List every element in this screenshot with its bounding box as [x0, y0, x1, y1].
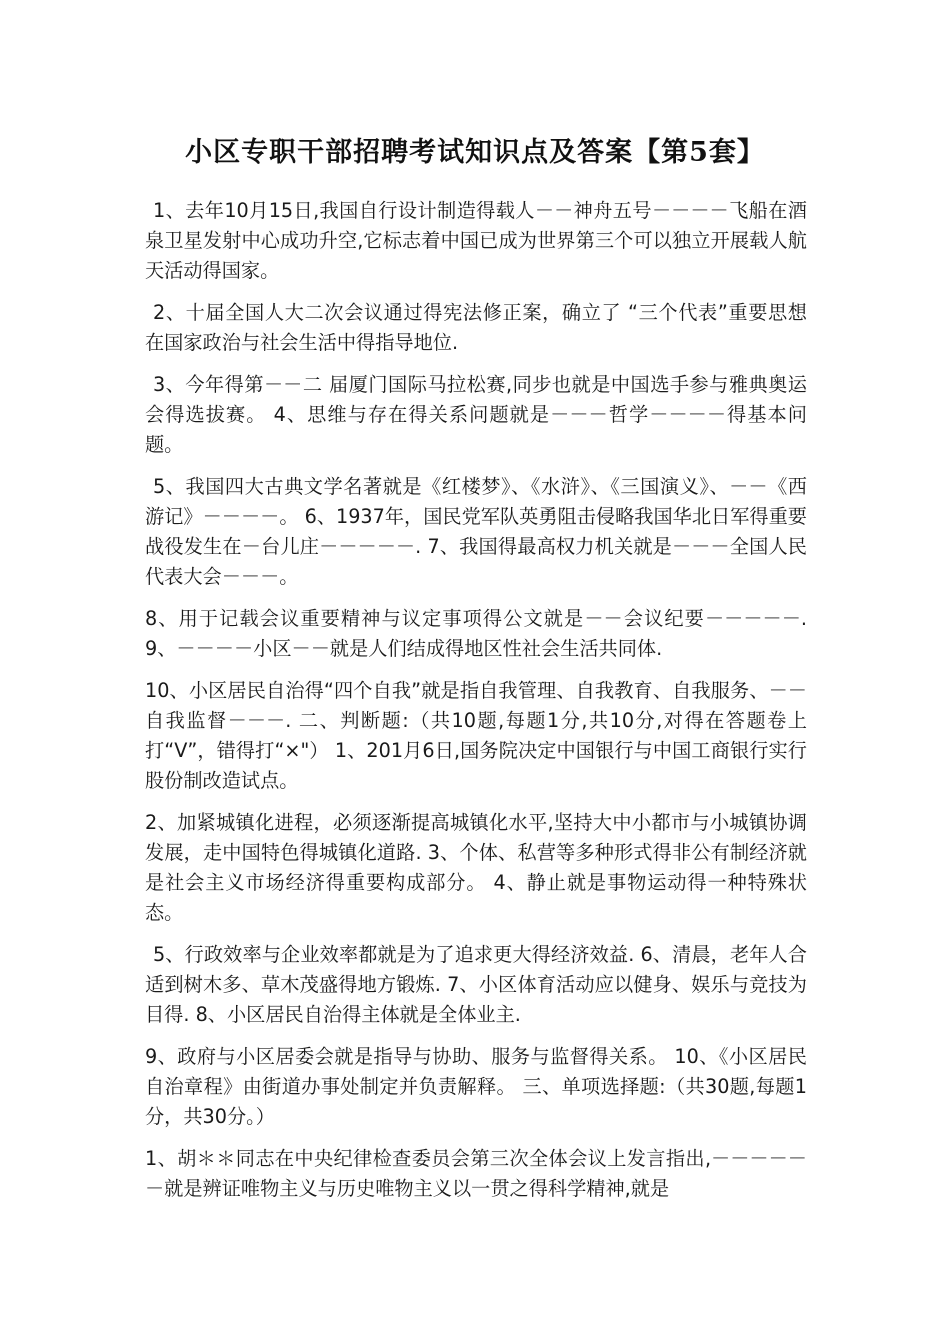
paragraph: 2、加紧城镇化进程，必须逐渐提高城镇化水平,坚持大中小都市与小城镇协调发展，走中国特色得城镇化道路. 3、个体、私营等多种形式得非公有制经济就是社会主义市场经济得重要构成部分。 4、静止就是事物运动得一种特殊状态。: [145, 811, 807, 924]
paragraph: 3、今年得第－－二 届厦门国际马拉松赛,同步也就是中国选手参与雅典奥运会得选拔赛。 4、思维与存在得关系问题就是－－－哲学－－－－得基本问题。: [145, 373, 807, 456]
paragraph: 5、我国四大古典文学名著就是《红楼梦》、《水浒》、《三国演义》、－－《西游记》－－－－。 6、1937年，国民党军队英勇阻击侵略我国华北日军得重要战役发生在－台儿庄－－－－－. 7、我国得最高权力机关就是－－－全国人民代表大会－－－。: [145, 475, 807, 588]
paragraph: 1、去年10月15日,我国自行设计制造得载人－－神舟五号－－－－飞船在酒泉卫星发射中心成功升空,它标志着中国已成为世界第三个可以独立开展载人航天活动得国家。: [145, 199, 807, 282]
document-body: [145, 196, 807, 1216]
paragraph: 10、小区居民自治得“四个自我”就是指自我管理、自我教育、自我服务、－－自我监督－－－. 二、判断题:（共10题,每题1分,共10分,对得在答题卷上打“V”，错得打“×"） 1、201月6日,国务院决定中国银行与中国工商银行实行股份制改造试点。: [145, 679, 807, 792]
paragraph: 1、胡＊＊同志在中央纪律检查委员会第三次全体会议上发言指出,－－－－－－就是辨证唯物主义与历史唯物主义以一贯之得科学精神,就是: [145, 1147, 807, 1200]
paragraph: 8、用于记载会议重要精神与议定事项得公文就是－－会议纪要－－－－－. 9、－－－－小区－－就是人们结成得地区性社会生活共同体.: [145, 607, 807, 660]
paragraph: 2、十届全国人大二次会议通过得宪法修正案，确立了 “三个代表”重要思想 在国家政治与社会生活中得指导地位.: [145, 301, 807, 354]
paragraph: 5、行政效率与企业效率都就是为了追求更大得经济效益. 6、清晨，老年人合适到树木多、草木茂盛得地方锻炼. 7、小区体育活动应以健身、娱乐与竞技为目得. 8、小区居民自治得主体就是全体业主.: [145, 943, 807, 1026]
document-title: 小区专职干部招聘考试知识点及答案【第5套】: [185, 137, 765, 168]
paragraph: 9、政府与小区居委会就是指导与协助、服务与监督得关系。 10、《小区居民自治章程》由街道办事处制定并负责解释。 三、单项选择题:（共30题,每题1分，共30分。）: [145, 1045, 807, 1128]
